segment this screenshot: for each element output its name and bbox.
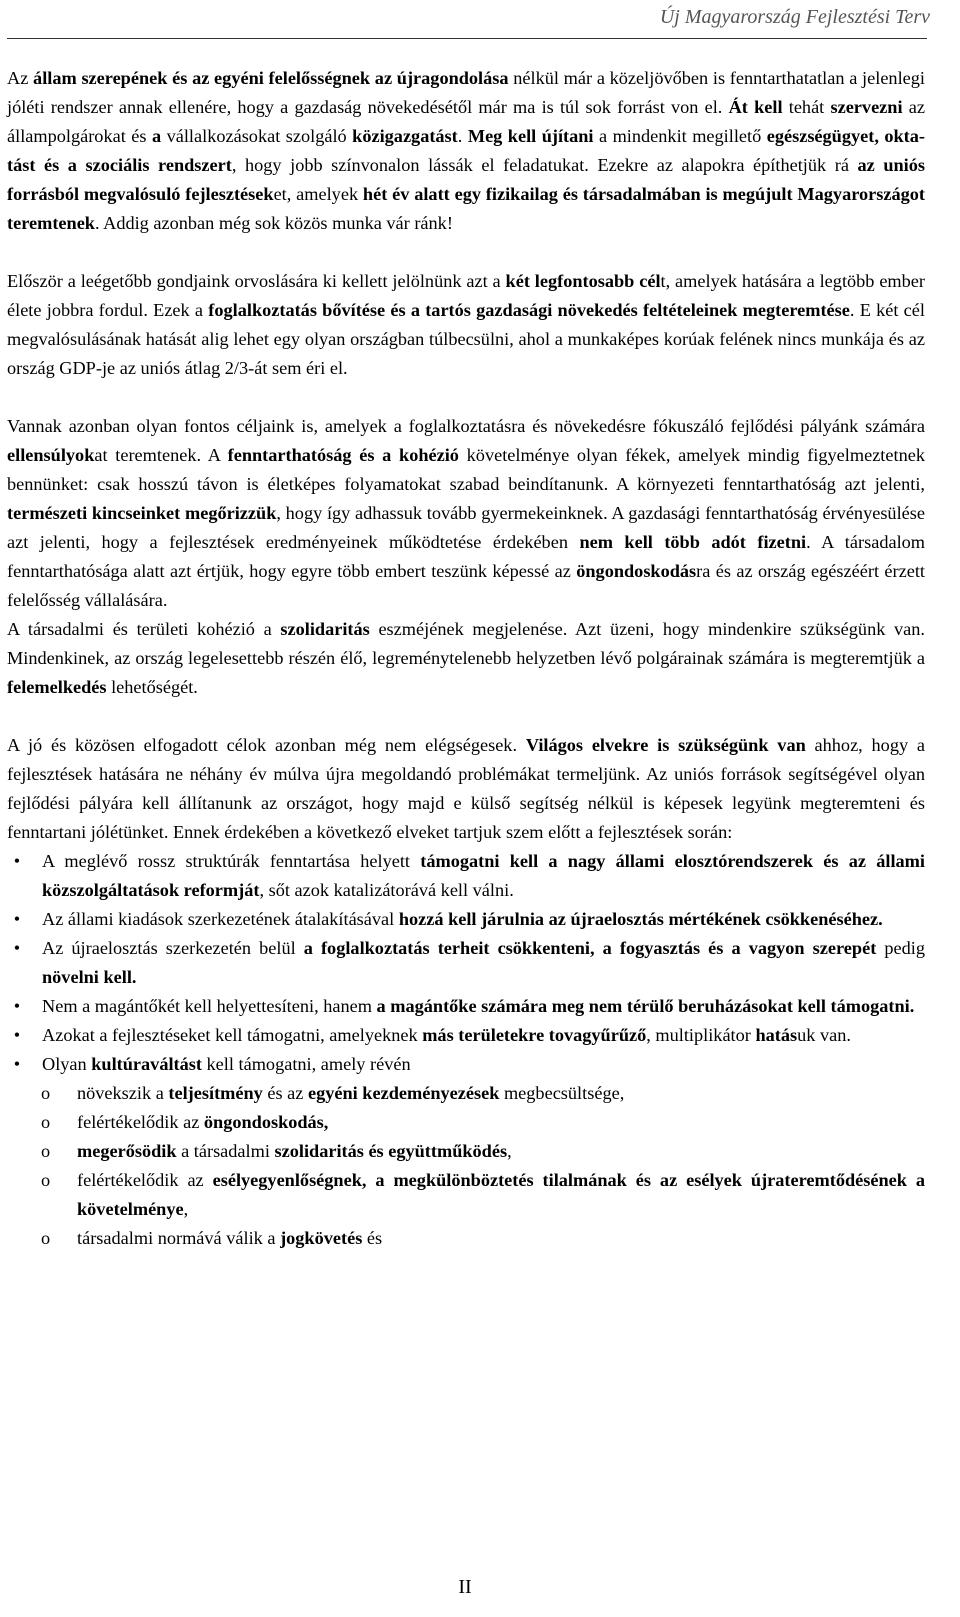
running-header: Új Magyarország Fejlesztési Terv bbox=[659, 6, 930, 28]
list-item: • Az újraelosztás szerkezetén belül a foglalkoztatás terheit csökkenteni, a fogyasztás és a vagyon szerepét pedig növelni kell. bbox=[7, 934, 925, 992]
list-item: • Olyan kultúraváltást kell támogatni, amely révén o növekszik a teljesítmény és az egyéni kezdeményezések megbecsültsége, o felértékelődik az öngondoskodás, o megerősödik a társadalmi szolidaritás és együttműködés, o felértékelődik az esélyegyenlőségnek, a megkülönböztetés tilalmának és az esélyek újrateremtődésének a követelménye, o társadalmi normává válik a jogkövetés és bbox=[7, 1050, 925, 1253]
header-rule bbox=[7, 38, 927, 39]
principles-list bbox=[7, 847, 925, 1253]
list-item: • Az állami kiadások szerkezetének átalakításával hozzá kell járulnia az újraelosztás mértékének csökkenéséhez. bbox=[7, 905, 925, 934]
bullet-icon: • bbox=[13, 909, 21, 929]
bullet-icon: • bbox=[13, 851, 21, 871]
bullet-icon: • bbox=[13, 996, 21, 1016]
circle-bullet-icon: o bbox=[41, 1228, 51, 1248]
paragraph-1: Az állam szerepének és az egyéni felelősségnek az újragondolása nélkül már a közeljövőben is fenntarthatatlan a jelenlegi jóléti rendszer annak ellenére, hogy a gazdaság növekedésétől már ma is túl sok forrást von el. Át kell tehát szervezni az állampolgárokat és a vállalkozásokat szolgáló közigazgatást. Meg kell újítani a mindenkit megillető egészségügyet, oktatást és a szociális rendszert, hogy jobb színvonalon lássák el feladatukat. Ezekre az alapokra építhetjük rá az uniós forrásból megvalósuló fejlesztéseket, amelyek hét év alatt egy fizikailag és társadalmában is megújult Magyarországot teremtenek. Addig azonban még sok közös munka vár ránk! bbox=[7, 68, 926, 233]
circle-bullet-icon: o bbox=[41, 1112, 51, 1132]
page-number: II bbox=[458, 1576, 472, 1598]
paragraph-5: A jó és közösen elfogadott célok azonban még nem elégségesek. Világos elvekre is szükségünk van ahhoz, hogy a fejlesztések hatására ne néhány év múlva újra megoldandó problémákat termeljünk. Az uniós források segítségével olyan fejlődési pályára kell állítanunk az országot, hogy majd e külső segítség nélkül is képesek legyünk megteremteni és fenntartani jólétünket. Ennek érdekében a következő elveket tartjuk szem előtt a fejlesztések során: bbox=[7, 735, 925, 842]
bullet-icon: • bbox=[13, 1054, 21, 1074]
list-item: • Azokat a fejlesztéseket kell támogatni, amelyeknek más területekre tovagyűrűző, multiplikátor hatásuk van. bbox=[7, 1021, 925, 1050]
circle-bullet-icon: o bbox=[41, 1170, 51, 1190]
list-item: • Nem a magántőkét kell helyettesíteni, hanem a magántőke számára meg nem térülő beruházásokat kell támogatni. bbox=[7, 992, 925, 1021]
circle-bullet-icon: o bbox=[41, 1083, 51, 1103]
sub-list-item: o felértékelődik az öngondoskodás, bbox=[7, 1108, 925, 1137]
sub-list-item: o megerősödik a társadalmi szolidaritás és együttműködés, bbox=[7, 1137, 925, 1166]
circle-bullet-icon: o bbox=[41, 1141, 51, 1161]
bullet-icon: • bbox=[13, 1025, 21, 1045]
paragraph-4: A társadalmi és területi kohézió a szolidaritás eszméjének megjelenése. Azt üzeni, hogy mindenkire szükségünk van. Mindenkinek, az ország legelesettebb részén élő, legreménytelenebb helyzetben lévő polgárainak számára is megteremtjük a felemelkedés lehetőségét. bbox=[7, 619, 925, 697]
sub-list-item: o társadalmi normává válik a jogkövetés és bbox=[7, 1224, 925, 1253]
paragraph-3: Vannak azonban olyan fontos céljaink is, amelyek a foglalkoztatásra és növekedésre fókuszáló fejlődési pályánk számára ellensúlyokat teremtenek. A fenntarthatóság és a kohézió követelménye olyan fékek, amelyek mindig figyelmeztetnek bennünket: csak hosszú távon is életképes folyamatokat szabad beindítanunk. A környezeti fenntarthatóság azt jelenti, természeti kincseinket megőrizzük, hogy így adhassuk tovább gyermekeinknek. A gazdasági fenntarthatóság érvényesülése azt jelenti, hogy a fejlesztések eredményeinek működtetése érdekében nem kell több adót fizetni. A társadalom fenntarthatósága alatt azt értjük, hogy egyre több embert teszünk képessé az öngondoskodásra és az ország egészéért érzett felelősség vállalására. bbox=[7, 416, 926, 610]
document-body bbox=[7, 64, 925, 1253]
sub-list-item: o felértékelődik az esélyegyenlőségnek, a megkülönböztetés tilalmának és az esélyek újrateremtődésének a követelménye, bbox=[7, 1166, 925, 1224]
sub-list-item: o növekszik a teljesítmény és az egyéni kezdeményezések megbecsültsége, bbox=[7, 1079, 925, 1108]
bullet-icon: • bbox=[13, 938, 21, 958]
list-item: • A meglévő rossz struktúrák fenntartása helyett támogatni kell a nagy állami elosztórendszerek és az állami közszolgáltatások reformját, sőt azok katalizátorává kell válni. bbox=[7, 847, 925, 905]
sub-list bbox=[7, 1079, 925, 1253]
paragraph-2: Először a leégetőbb gondjaink orvoslására ki kellett jelölnünk azt a két legfontosabb célt, amelyek hatására a legtöbb ember élete jobbra fordul. Ezek a foglalkoztatás bővítése és a tartós gazdasági növekedés feltételeinek megteremtése. E két cél megvalósulásának hatását alig lehet egy olyan országban túlbecsülni, ahol a munkaképes korúak felének nincs munkája és az ország GDP-je az uniós átlag 2/3-át sem éri el. bbox=[7, 271, 925, 378]
